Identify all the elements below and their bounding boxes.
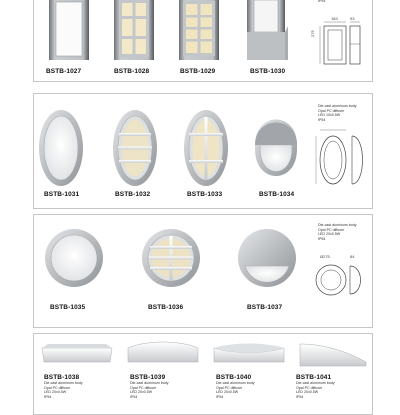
spec-text: Die-cast aluminum body Opal PC diffuser LED 20x0.5W IP54 [130, 381, 169, 399]
product-code: BSTB-1031 [44, 191, 80, 198]
dimension-drawing-icon [318, 20, 362, 68]
dimension-drawing-icon [314, 260, 366, 300]
product-code: BSTB-1038 [44, 374, 80, 381]
rect-opal-lamp-icon [48, 0, 90, 62]
height-dimension: 275 [310, 30, 315, 37]
rect-hood-lamp-icon [246, 0, 288, 62]
product-code: BSTB-1037 [247, 304, 283, 311]
wall-wedge-lamp-icon [40, 340, 114, 370]
spec-text: Die-cast aluminum body Opal PC diffuser LED 20x0.5W IP54 [318, 223, 357, 241]
product-code: BSTB-1035 [50, 304, 86, 311]
oval-cross-lamp-icon [183, 109, 229, 187]
rect-cage-lamp-icon [178, 0, 220, 62]
round-eyelid-lamp-icon [237, 228, 297, 288]
product-code: BSTB-1029 [180, 68, 216, 75]
wall-wedge-lamp-icon [212, 340, 286, 370]
spec-text: Die-cast aluminum body Opal PC diffuser LED 20x0.5W IP54 [216, 381, 255, 399]
product-code: BSTB-1028 [114, 68, 150, 75]
oval-hood-lamp-icon [253, 105, 299, 187]
spec-text: Die-cast aluminum body Opal PC diffuser LED 10x0.5W IP54 [318, 104, 357, 122]
spec-text: Die-cast aluminum body Opal PC diffuser LED 20x0.5W IP54 [44, 381, 83, 399]
round-grid-lamp-icon [141, 228, 201, 288]
product-code: BSTB-1036 [148, 304, 184, 311]
product-code: BSTB-1040 [216, 374, 252, 381]
dimension-drawing-icon [312, 128, 368, 190]
product-code: BSTB-1041 [296, 374, 332, 381]
diameter-dimension: Ø275 [320, 254, 330, 259]
rect-grid-lamp-icon [113, 0, 155, 62]
product-code: BSTB-1027 [46, 68, 82, 75]
oval-opal-lamp-icon [38, 109, 84, 187]
wall-wedge-lamp-icon [126, 338, 200, 370]
product-code: BSTB-1033 [187, 191, 223, 198]
width-dimension: 183 [331, 16, 338, 21]
product-code: BSTB-1030 [250, 68, 286, 75]
oval-bar-lamp-icon [112, 109, 158, 187]
spec-text: Die-cast aluminum body Opal PC diffuser LED 20x0.5W IP54 [296, 381, 335, 399]
product-code: BSTB-1039 [130, 374, 166, 381]
spec-text: IP54 [318, 0, 326, 3]
depth-dimension: 84 [350, 254, 355, 259]
wall-wedge-lamp-icon [298, 338, 368, 370]
product-code: BSTB-1034 [259, 191, 295, 198]
depth-dimension: 93 [350, 16, 355, 21]
product-code: BSTB-1032 [115, 191, 151, 198]
round-opal-lamp-icon [44, 228, 104, 288]
